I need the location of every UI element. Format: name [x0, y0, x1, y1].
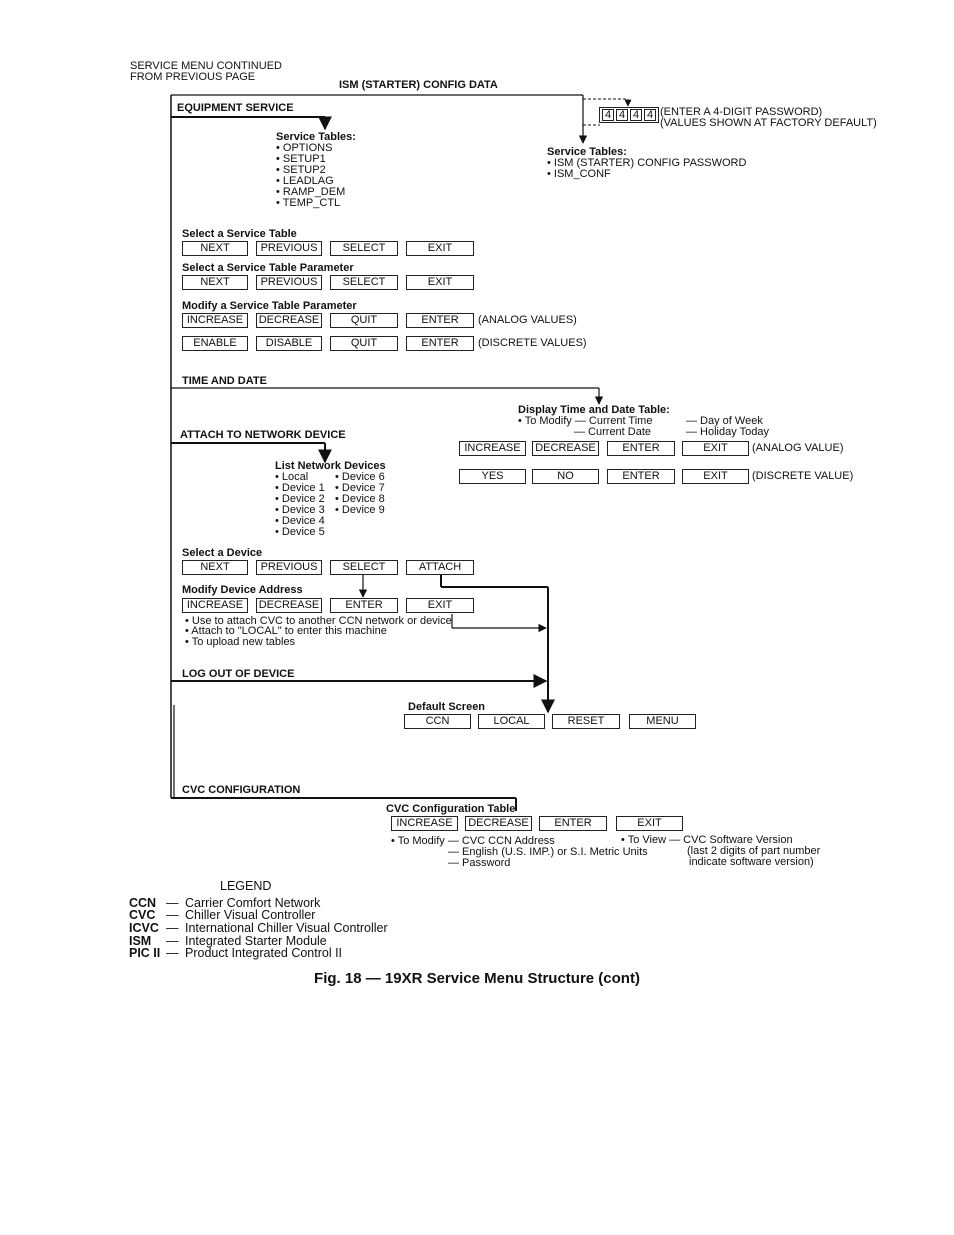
modify-current-time: • To Modify — Current Time	[518, 415, 653, 427]
legend-dash: —	[166, 908, 179, 922]
cvc-view-note-2: indicate software version)	[689, 856, 814, 868]
service-tables-title: Service Tables:	[276, 131, 356, 143]
no-button[interactable]: NO	[532, 469, 599, 484]
legend-desc: Integrated Starter Module	[185, 934, 327, 948]
legend-dash: —	[166, 946, 179, 960]
device-item: • Device 2	[275, 493, 325, 505]
select-button[interactable]: SELECT	[330, 241, 398, 256]
yes-button[interactable]: YES	[459, 469, 526, 484]
enter-button[interactable]: ENTER	[607, 441, 675, 456]
reset-button[interactable]: RESET	[552, 714, 620, 729]
modify-parameter-label: Modify a Service Table Parameter	[182, 300, 357, 312]
exit-button[interactable]: EXIT	[406, 241, 474, 256]
select-device-label: Select a Device	[182, 547, 263, 559]
device-item: • Device 9	[335, 504, 385, 516]
legend-abbr: ISM	[129, 934, 152, 948]
exit-button[interactable]: EXIT	[406, 275, 474, 290]
cvc-configuration-table-title: CVC Configuration Table	[386, 803, 516, 815]
legend-abbr: ICVC	[129, 921, 159, 935]
modify-day-of-week: — Day of Week	[686, 415, 763, 427]
enter-button[interactable]: ENTER	[330, 598, 398, 613]
password-note-2: (VALUES SHOWN AT FACTORY DEFAULT)	[660, 117, 877, 129]
device-item: • Device 4	[275, 515, 325, 527]
legend-desc: Product Integrated Control II	[185, 946, 343, 960]
legend-title: LEGEND	[220, 879, 272, 893]
legend-dash: —	[166, 934, 179, 948]
device-item: • Local	[275, 471, 309, 483]
attach-note: • Use to attach CVC to another CCN network or device	[185, 615, 452, 627]
select-service-table-label: Select a Service Table	[182, 228, 297, 240]
service-table-item: • SETUP2	[276, 164, 326, 176]
device-item: • Device 1	[275, 482, 325, 494]
discrete-value-note: (DISCRETE VALUE)	[752, 470, 854, 482]
password-digit: 4	[616, 109, 628, 121]
time-and-date-title: TIME AND DATE	[182, 375, 267, 387]
attach-button[interactable]: ATTACH	[406, 560, 474, 575]
list-network-devices-title: List Network Devices	[275, 460, 386, 472]
legend-dash: —	[166, 896, 179, 910]
discrete-values-note: (DISCRETE VALUES)	[478, 337, 587, 349]
cvc-configuration-title: CVC CONFIGURATION	[182, 784, 301, 796]
legend-abbr: CCN	[129, 896, 157, 910]
enter-button[interactable]: ENTER	[539, 816, 607, 831]
enter-button[interactable]: ENTER	[406, 313, 474, 328]
ccn-button[interactable]: CCN	[404, 714, 471, 729]
enable-button[interactable]: ENABLE	[182, 336, 248, 351]
legend-abbr: PIC II	[129, 946, 161, 960]
decrease-button[interactable]: DECREASE	[532, 441, 599, 456]
device-item: • Device 8	[335, 493, 385, 505]
ism-service-table-item: • ISM (STARTER) CONFIG PASSWORD	[547, 157, 747, 169]
analog-values-note: (ANALOG VALUES)	[478, 314, 577, 326]
service-table-item: • TEMP_CTL	[276, 197, 341, 209]
exit-button[interactable]: EXIT	[682, 469, 749, 484]
legend-desc: Carrier Comfort Network	[185, 896, 321, 910]
password-digit: 4	[644, 109, 656, 121]
increase-button[interactable]: INCREASE	[459, 441, 526, 456]
device-item: • Device 7	[335, 482, 385, 494]
increase-button[interactable]: INCREASE	[391, 816, 458, 831]
log-out-title: LOG OUT OF DEVICE	[182, 668, 295, 680]
legend-abbr: CVC	[129, 908, 156, 922]
enter-button[interactable]: ENTER	[406, 336, 474, 351]
menu-button[interactable]: MENU	[629, 714, 696, 729]
attach-note: • To upload new tables	[185, 636, 296, 648]
exit-button[interactable]: EXIT	[682, 441, 749, 456]
password-digit: 4	[602, 109, 614, 121]
password-digit: 4	[630, 109, 642, 121]
decrease-button[interactable]: DECREASE	[256, 598, 322, 613]
service-table-item: • RAMP_DEM	[276, 186, 346, 198]
cvc-modify-units: — English (U.S. IMP.) or S.I. Metric Units	[448, 846, 648, 858]
continued-note-line1: SERVICE MENU CONTINUED	[130, 60, 282, 72]
increase-button[interactable]: INCREASE	[182, 598, 248, 613]
decrease-button[interactable]: DECREASE	[465, 816, 532, 831]
previous-button[interactable]: PREVIOUS	[256, 241, 322, 256]
cvc-view-version: • To View — CVC Software Version	[621, 834, 793, 846]
cvc-view-note-1: (last 2 digits of part number	[687, 845, 821, 857]
disable-button[interactable]: DISABLE	[256, 336, 322, 351]
enter-button[interactable]: ENTER	[607, 469, 675, 484]
legend-dash: —	[166, 921, 179, 935]
next-button[interactable]: NEXT	[182, 560, 248, 575]
select-button[interactable]: SELECT	[330, 275, 398, 290]
display-time-date-title: Display Time and Date Table:	[518, 404, 670, 416]
device-item: • Device 6	[335, 471, 385, 483]
next-button[interactable]: NEXT	[182, 275, 248, 290]
modify-holiday-today: — Holiday Today	[686, 426, 769, 438]
previous-button[interactable]: PREVIOUS	[256, 275, 322, 290]
device-item: • Device 3	[275, 504, 325, 516]
attach-note: • Attach to "LOCAL" to enter this machine	[185, 625, 387, 637]
modify-current-date: — Current Date	[574, 426, 652, 438]
service-table-item: • OPTIONS	[276, 142, 333, 154]
increase-button[interactable]: INCREASE	[182, 313, 248, 328]
ism-service-table-item: • ISM_CONF	[547, 168, 611, 180]
modify-device-address-label: Modify Device Address	[182, 584, 303, 596]
figure-caption: Fig. 18 — 19XR Service Menu Structure (cont)	[314, 970, 640, 987]
ism-service-tables-title: Service Tables:	[547, 146, 627, 158]
default-screen-label: Default Screen	[408, 701, 486, 713]
quit-button[interactable]: QUIT	[330, 313, 398, 328]
exit-button[interactable]: EXIT	[406, 598, 474, 613]
password-note-1: (ENTER A 4-DIGIT PASSWORD)	[660, 106, 823, 118]
service-table-item: • LEADLAG	[276, 175, 334, 187]
next-button[interactable]: NEXT	[182, 241, 248, 256]
cvc-modify-password: — Password	[448, 857, 511, 869]
legend-desc: International Chiller Visual Controller	[185, 921, 388, 935]
local-button[interactable]: LOCAL	[478, 714, 545, 729]
attach-network-title: ATTACH TO NETWORK DEVICE	[180, 429, 346, 441]
device-item: • Device 5	[275, 526, 325, 538]
previous-button[interactable]: PREVIOUS	[256, 560, 322, 575]
cvc-modify-address: • To Modify — CVC CCN Address	[391, 835, 555, 847]
quit-button[interactable]: QUIT	[330, 336, 398, 351]
exit-button[interactable]: EXIT	[616, 816, 683, 831]
select-button[interactable]: SELECT	[330, 560, 398, 575]
service-table-item: • SETUP1	[276, 153, 326, 165]
ism-config-data-title: ISM (STARTER) CONFIG DATA	[339, 79, 498, 91]
equipment-service-title: EQUIPMENT SERVICE	[177, 102, 294, 114]
analog-value-note: (ANALOG VALUE)	[752, 442, 844, 454]
select-parameter-label: Select a Service Table Parameter	[182, 262, 354, 274]
password-digits[interactable]	[599, 107, 659, 123]
decrease-button[interactable]: DECREASE	[256, 313, 322, 328]
legend-desc: Chiller Visual Controller	[185, 908, 316, 922]
continued-note-line2: FROM PREVIOUS PAGE	[130, 71, 256, 83]
